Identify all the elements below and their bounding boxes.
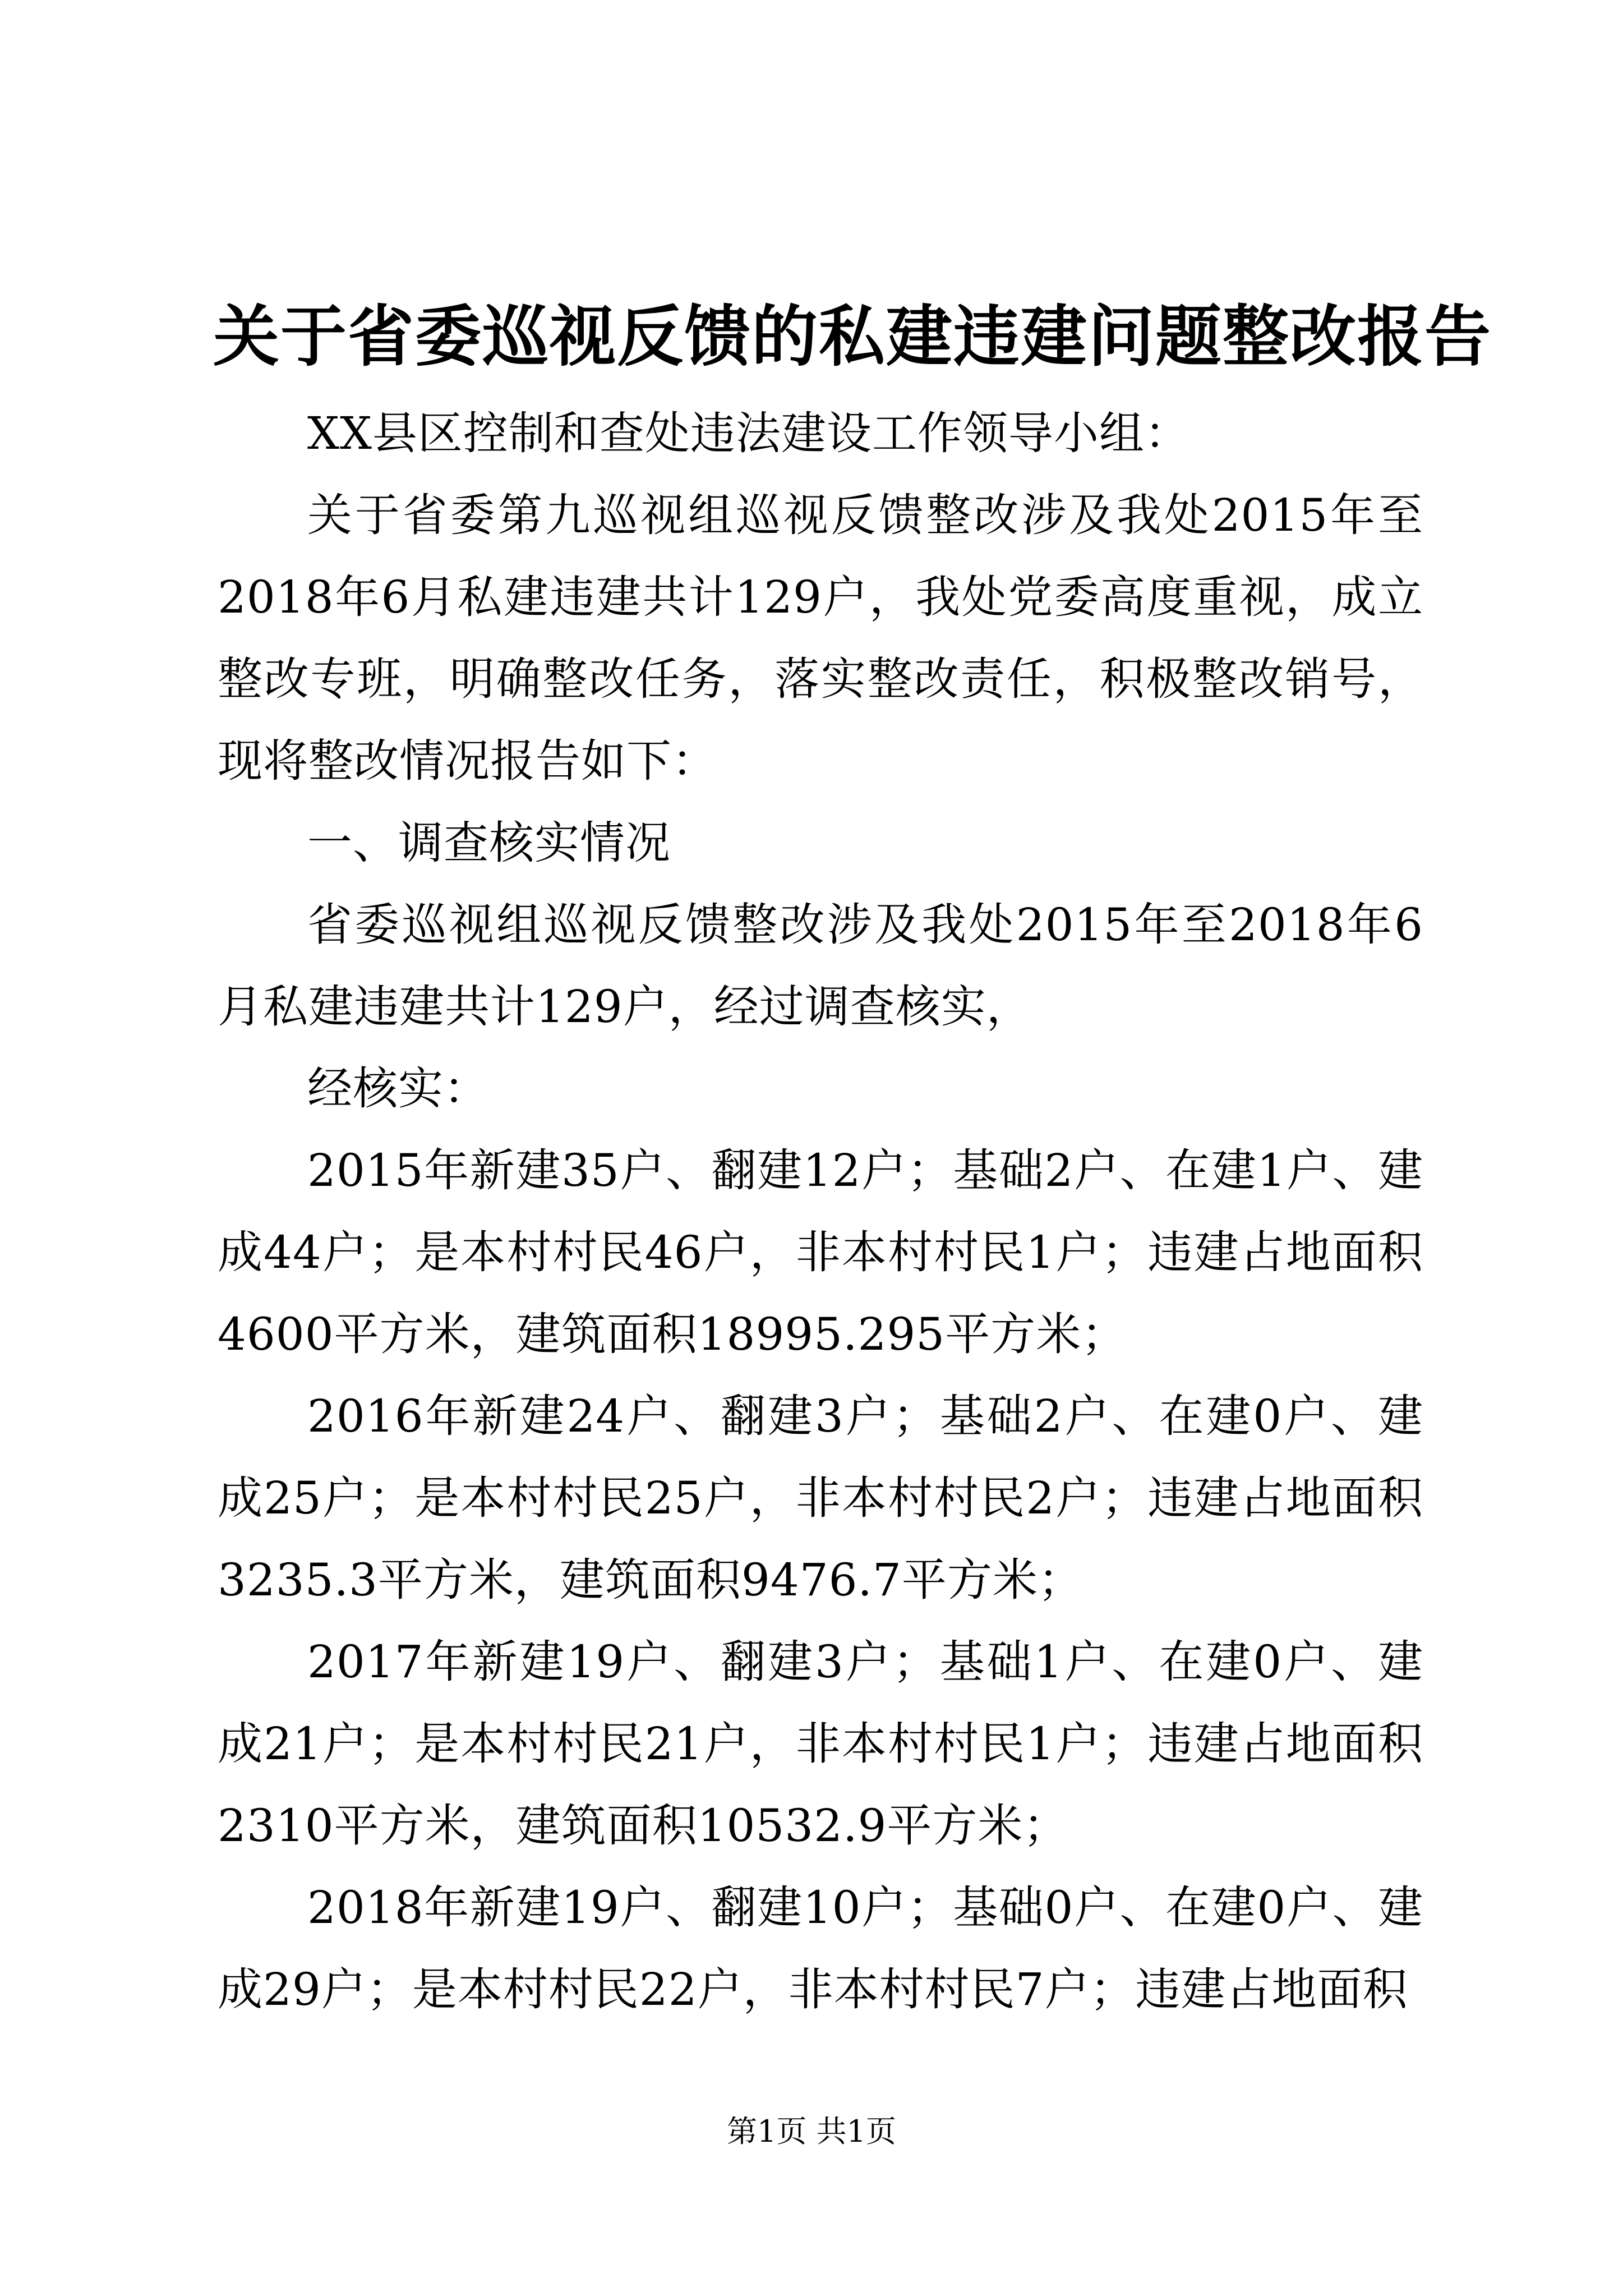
paragraph-verified: 经核实： [307, 1062, 489, 1115]
paragraph-investigation: 省委巡视组巡视反馈整改涉及我处2015年至2018年6月私建违建共计129户，经过调查核实， [218, 899, 1423, 1033]
document-title: 关于省委巡视反馈的私建违建问题整改报告 [213, 297, 1492, 375]
page-footer: 第1页 共1页 [727, 2114, 896, 2149]
salutation: XX县区控制和查处违法建设工作领导小组： [307, 407, 1190, 459]
paragraph-2017: 2017年新建19户、翻建3户；基础1户、在建0户、建成21户；是本村村民21户，非本村村民1户；违建占地面积2310平方米，建筑面积10532.9平方米； [218, 1636, 1423, 1852]
paragraph-2015: 2015年新建35户、翻建12户；基础2户、在建1户、建成44户；是本村村民46户，非本村村民1户；违建占地面积4600平方米，建筑面积18995.295平方米； [218, 1144, 1423, 1360]
paragraph-intro: 关于省委第九巡视组巡视反馈整改涉及我处2015年至2018年6月私建违建共计129户，我处党委高度重视，成立整改专班，明确整改任务，落实整改责任，积极整改销号，现将整改情况报告如下： [218, 489, 1423, 787]
section-heading-investigation: 一、调查核实情况 [307, 817, 671, 869]
paragraph-2018: 2018年新建19户、翻建10户；基础0户、在建0户、建成29户；是本村村民22户，非本村村民7户；违建占地面积 [218, 1881, 1423, 2016]
document-body [218, 393, 1423, 2031]
paragraph-2016: 2016年新建24户、翻建3户；基础2户、在建0户、建成25户；是本村村民25户，非本村村民2户；违建占地面积3235.3平方米，建筑面积9476.7平方米； [218, 1390, 1423, 1606]
